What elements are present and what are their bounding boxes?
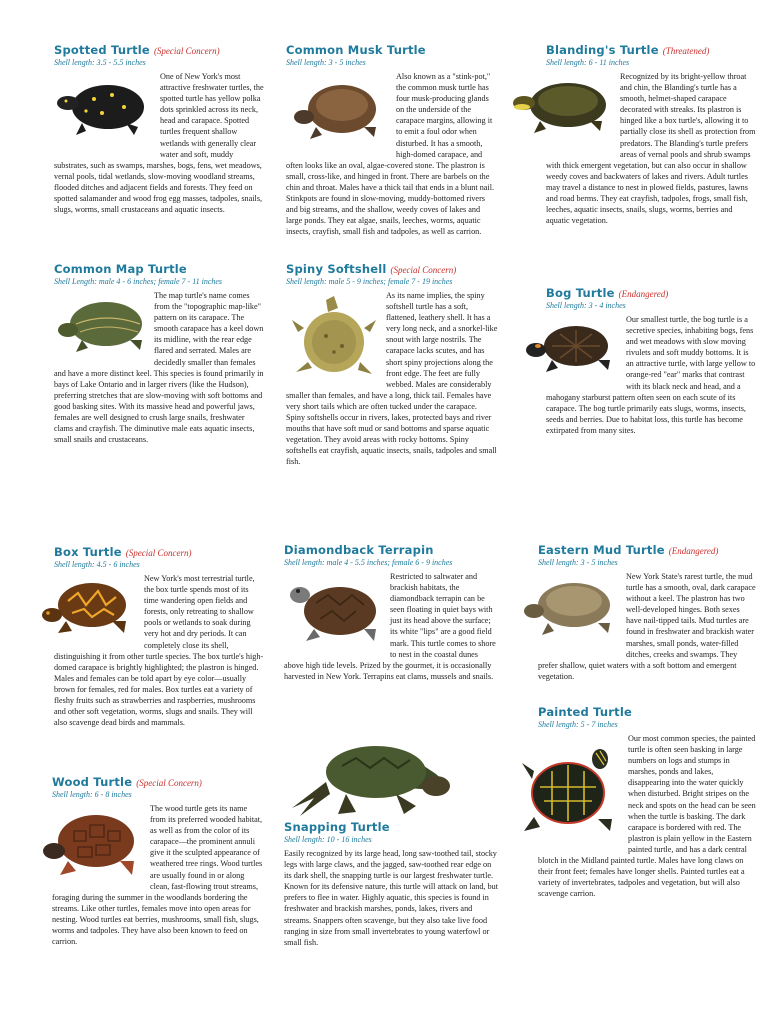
- shell-length: Shell length: 6 - 8 inches: [52, 790, 132, 799]
- musk-turtle-image: [286, 73, 390, 149]
- shell-length: Shell length: 3 - 4 inches: [546, 301, 626, 310]
- entry-title: Common Map Turtle: [54, 262, 187, 276]
- entry-text: Our smallest turtle, the bog turtle is a secretive species, inhabiting bogs, fens and wet meadows with slow moving rivulets and soft muddy bottoms. It is an attractive turtle, with large yellow to orange-red "ear" marks that contrast with its black neck and head, and a mahogany starburst pattern often seen on each scute of its carapace. The bog turtle primarily eats slugs, worms, insects, seeds and berries. Due to habitat loss, this turtle has become extirpated from many sites.: [546, 315, 756, 435]
- entry-title: Bog Turtle (Endangered): [546, 286, 669, 300]
- entry-snapping-turtle: [284, 820, 498, 948]
- map-turtle-image: [54, 292, 148, 362]
- painted-turtle-image: [514, 735, 622, 843]
- snapping-turtle-image: [286, 728, 454, 825]
- entry-title: Blanding's Turtle (Threatened): [546, 43, 710, 57]
- shell-length: Shell length: 3 - 5 inches: [286, 58, 366, 67]
- status-label: (Threatened): [662, 46, 710, 56]
- entry-title: Wood Turtle (Special Concern): [52, 775, 202, 789]
- status-label: (Special Concern): [390, 265, 457, 275]
- blandings-turtle-image: [510, 73, 614, 147]
- status-label: (Special Concern): [136, 778, 202, 788]
- mud-turtle-image: [516, 573, 620, 649]
- box-turtle-image: [38, 575, 138, 645]
- entry-title: Eastern Mud Turtle (Endangered): [538, 543, 719, 557]
- entry-title: Painted Turtle: [538, 705, 633, 719]
- shell-length: Shell length: 3 - 5 inches: [538, 558, 618, 567]
- entry-diamondback-terrapin: [284, 543, 498, 682]
- entry-title: Diamondback Terrapin: [284, 543, 434, 557]
- wood-turtle-image: [38, 805, 144, 887]
- entry-text: Recognized by its bright-yellow throat and chin, the Blanding's turtle has a smooth, helmet-shaped carapace decorated with streaks. Its plastron is hinged like a box turtle's, allowing it to partially close its shell as protection from predators. The Blanding's turtle prefers areas of vernal pools and shrub swamps with thick emergent vegetation, but can also occur in shallow weedy coves and backwaters of lakes and rivers. Adult turtles may travel a distance to nest in plowed fields, pastures, lawns and road berms. They eat crayfish, tadpoles, frogs, small fish, leeches, aquatic insects, snails, slugs, worms, berries and aquatic vegetation.: [546, 72, 756, 226]
- status-label: (Endangered): [618, 289, 669, 299]
- shell-length: Shell length: 5 - 7 inches: [538, 720, 618, 729]
- entry-title: Snapping Turtle: [284, 820, 390, 834]
- entry-text: Easily recognized by its large head, long saw-toothed tail, stocky legs with large claws, and the jagged, saw-toothed rear edge on its dark shell, the snapping turtle is our largest freshwater turtle. Known for its defensive nature, this turtle will attack on land, but prefers to flee in water. Highly aquatic, this species is found in freshwater and brackish marshes, ponds, lakes, rivers and streams. Snappers often scavenge, but they also take live food ranging in size from small invertebrates to young waterfowl or small fish.: [284, 849, 498, 947]
- spotted-turtle-image: [54, 73, 154, 147]
- entry-text: The wood turtle gets its name from its preferred wooded habitat, as well as from the color of its carapace—the prominent annuli give it the sculpted appearance of weathered tree rings. Wood turtles are usually found in or along clean, fast-flowing trout streams, foraging during the summer in the woodlands bordering the streams. Like other turtles, females move into open areas for nesting. Wood turtles eat berries, mushrooms, small fish, slugs, worms and tadpoles. They have also been known to feed on carrion.: [52, 804, 263, 947]
- shell-length: Shell length: 10 - 16 inches: [284, 835, 372, 844]
- entry-wood-turtle: [52, 775, 264, 947]
- entry-bog-turtle: [546, 286, 756, 436]
- diamondback-terrapin-image: [284, 573, 384, 649]
- status-label: (Endangered): [668, 546, 719, 556]
- entry-spotted-turtle: [54, 43, 264, 215]
- entry-text: Restricted to saltwater and brackish habitats, the diamondback terrapin can be seen floating in quiet bays with just its head above the surface; its white "lips" are a good field mark. This turtle comes to shore to nest in the coastal dunes above high tide levels. Prized by the gourmet, it is occasionally harvested in New York. Terrapins eat clams, mussels and snails.: [284, 572, 496, 681]
- shell-length: Shell length: 4.5 - 6 inches: [54, 560, 140, 569]
- entry-title: Spotted Turtle (Special Concern): [54, 43, 220, 57]
- entry-text: One of New York's most attractive freshwater turtles, the spotted turtle has yellow polka dots sprinkled across its neck, head and carapace. Spotted turtles frequent shallow wetlands with generally clear water and soft, muddy substrates, such as swamps, marshes, bogs, fens, wet meadows, vernal pools, tidal wetlands, slow-moving woodland streams, flooded ditches and adjacent fields and forests. They feed on spotted salamander and wood frog egg masses, tadpoles, snails, slugs, worms, small crustaceans and aquatic insects.: [54, 72, 264, 215]
- bog-turtle-image: [516, 316, 620, 386]
- entry-musk-turtle: [286, 43, 498, 237]
- entry-title: Spiny Softshell (Special Concern): [286, 262, 457, 276]
- spiny-softshell-image: [286, 292, 380, 384]
- entry-text: Also known as a "stink-pot," the common musk turtle has four musk-producing glands on the underside of the carapace margins, allowing it to emit a foul odor when disturbed. It has a smooth, high-domed carapace, and often looks like an oval, algae-covered stone. The plastron is small, cross-like, and hinged in front. There are barbels on the chin and throat. Males have a thick tail that ends in a blunt nail. Stinkpots are found in slow-moving, muddy-bottomed rivers and big streams, and the shallow, weedy coves of lakes and large ponds. They eat algae, snails, leeches, worms, aquatic insects, crayfish, small fish and tadpoles, as well as carrion.: [286, 72, 495, 237]
- entry-text: New York State's rarest turtle, the mud turtle has a smooth, oval, dark carapace without a keel. The plastron has two well-developed hinges. Both sexes have nail-tipped tails. Mud turtles are found in freshwater and brackish water marshes, small ponds, water-filled ditches, creeks and swamps. They prefer shallow, quiet waters with a soft bottom and emergent vegetation.: [538, 572, 756, 681]
- entry-map-turtle: [54, 262, 264, 445]
- entry-text: As its name implies, the spiny softshell turtle has a soft, flattened, leathery shell. It has a very long neck, and a snorkel-like snout with large nostrils. The carapace lacks scutes, and has short spiny projections along the front edge. The feet are fully webbed. Males are considerably smaller than females, and have a long, thick tail. Females have very short tails which are often tucked under the carapace. Spiny softshells occur in rivers, lakes, protected bays and river mouths that have soft mud or sand bottoms and sparse aquatic vegetation. They avoid areas with rocky bottoms. Spiny softshells eat crayfish, aquatic insects, snails, tadpoles and small fish.: [286, 291, 498, 467]
- entry-text: New York's most terrestrial turtle, the box turtle spends most of its time wandering open fields and forests, only retreating to shallow pools or wetlands to soak during very hot and dry periods. It can completely close its shell, distinguishing it from other turtle species. The box turtle's high-domed carapace is brightly highlighted; the plastron is hinged. Males and females can be told apart by eye color—usually brown for females, red for males. Box turtles eat a variety of fleshy fruits such as strawberries and raspberries, mushrooms and other soft vegetation, worms, slugs and snails. They will also scavenge dead birds and mammals.: [54, 574, 264, 728]
- entry-blandings-turtle: [546, 43, 756, 226]
- status-label: (Special Concern): [153, 46, 220, 56]
- shell-length: Shell length: male 4 - 5.5 inches; female 6 - 9 inches: [284, 558, 453, 567]
- status-label: (Special Concern): [125, 548, 192, 558]
- shell-length: Shell length: 6 - 11 inches: [546, 58, 630, 67]
- entry-title: Common Musk Turtle: [286, 43, 426, 57]
- entry-painted-turtle: [538, 705, 756, 899]
- shell-length: Shell length: 3.5 - 5.5 inches: [54, 58, 146, 67]
- entry-box-turtle: [54, 545, 264, 728]
- shell-length: Shell Length: male 4 - 6 inches; female 7 - 11 inches: [54, 277, 223, 286]
- entry-text: Our most common species, the painted turtle is often seen basking in large numbers on logs and stumps in marshes, ponds and lakes, disappearing into the water quickly when disturbed. Bright stripes on the neck and spots on the head can be seen when the turtle is basking. The dark carapace is bordered with red. The plastron is plain yellow in the Eastern painted turtle, and has a dark central blotch in the Midland painted turtle. Males have long claws on their front feet; females have longer shells. Painted turtles eat a variety of invertebrates, tadpoles and vegetation, but will also scavenge carrion.: [538, 734, 756, 899]
- entry-text: The map turtle's name comes from the "topographic map-like" pattern on its carapace. The smooth carapace has a keel down its midline, with the rear edge flared and serrated. Males are decidedly smaller than females and have a more distinct keel. This species is found primarily in bays of Lake Ontario and in larger rivers (like the Hudson), preferring stretches that are slow-moving with soft bottoms and good basking sites. With its massive head and powerful jaws, females are well designed to crush large snails, freshwater clams and crayfish. The diminutive male eats aquatic insects, small snails and crustaceans.: [54, 291, 264, 445]
- entry-mud-turtle: [538, 543, 756, 682]
- entry-title: Box Turtle (Special Concern): [54, 545, 192, 559]
- shell-length: Shell length: male 5 - 9 inches; female 7 - 19 inches: [286, 277, 453, 286]
- entry-spiny-softshell: [286, 262, 498, 468]
